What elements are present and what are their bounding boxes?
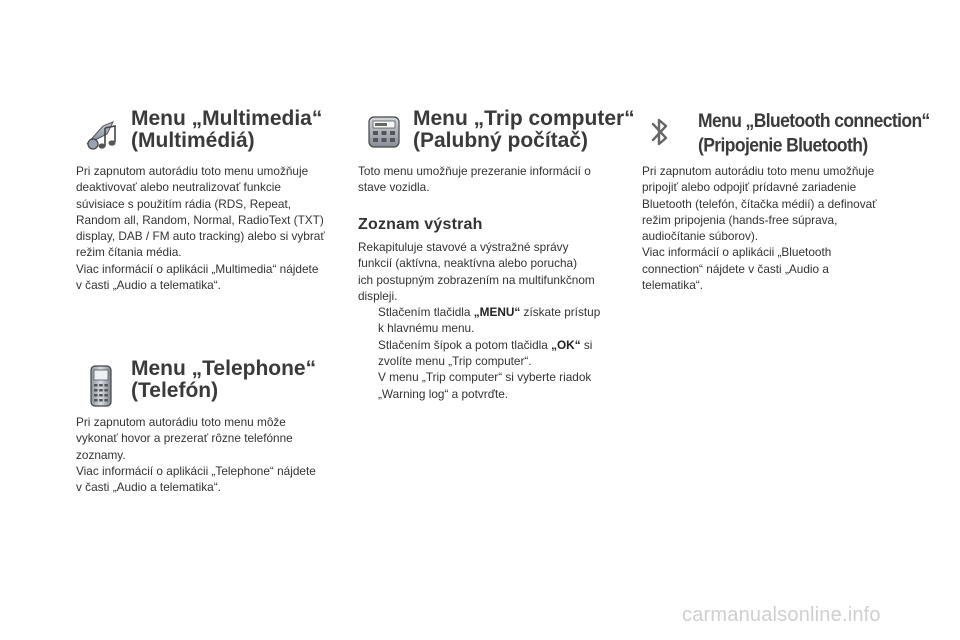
telephone-title-line2: (Telefón) [131,379,219,402]
alerts-line: Rekapituluje stavové a výstražné správy [358,240,569,254]
bluetooth-title-line2: (Pripojenie Bluetooth) [698,133,868,157]
bluetooth-line: audiočítanie súborov). [642,229,759,244]
bullet-line: V menu „Trip computer“ si vyberte riadok [378,370,592,385]
alerts-list-body [358,239,626,402]
multimedia-body [76,163,344,293]
multimedia-line: súvisiace s použitím rádia (RDS, Repeat, [76,196,292,211]
bluetooth-line: telematika“. [642,278,703,293]
trip-computer-icon [366,114,412,164]
bullet-line: k hlavnému menu. [378,321,475,336]
bluetooth-line: connection“ nájdete v časti „Audio a [642,261,829,276]
alerts-line: ich postupným zobrazením na multifunkčnom [358,272,595,287]
alerts-line: displeji. [358,288,398,303]
bullet-text: Stlačením tlačidla [378,305,474,320]
bluetooth-title-line1: Menu „Bluetooth connection“ [698,109,930,132]
mobile-phone-icon [88,364,134,414]
multimedia-title [131,108,344,152]
trip-computer-title-line2: (Palubný počítač) [413,129,589,152]
bluetooth-line: Bluetooth (telefón, čítačka médií) a definovať [642,196,877,211]
telephone-title [131,358,344,402]
bullet-item [358,304,626,337]
trip-computer-intro [358,163,626,196]
multimedia-title-line2: (Multimédiá) [131,129,255,152]
bluetooth-line: Viac informácií o aplikácii „Bluetooth [642,245,832,260]
bluetooth-line: pripojiť alebo odpojiť prídavné zariadenie [642,180,857,195]
bullet-item [358,337,626,370]
ok-key-label: „OK“ [551,337,581,352]
telephone-body [76,414,344,495]
bullet-item [358,369,626,402]
telephone-title-line1: Menu „Telephone“ [131,357,317,380]
bluetooth-title [698,108,930,157]
multimedia-line: Random all, Random, Normal, RadioText (TXT) [76,212,324,227]
bluetooth-icon [648,114,694,164]
telephone-line: Pri zapnutom autorádiu toto menu môže [76,415,286,429]
multimedia-icon [81,114,127,164]
bullet-line: zvolíte menu „Trip computer“. [378,354,532,369]
bluetooth-line: Pri zapnutom autorádiu toto menu umožňuje [642,164,875,178]
multimedia-line: režim čítania média. [76,245,182,260]
trip-intro-line: stave vozidla. [358,180,430,195]
alerts-line: funkcií (aktívna, neaktívna alebo porucha) [358,256,578,271]
bluetooth-header [642,108,930,168]
telephone-line: Viac informácií o aplikácii „Telephone“ nájdete [76,463,316,478]
alerts-list-heading: Zoznam výstrah [358,216,483,233]
trip-computer-title [413,107,635,152]
bluetooth-body [642,163,922,293]
bullet-text: si [580,337,593,352]
trip-computer-header [358,107,635,168]
multimedia-line: deaktivovať alebo neutralizovať funkcie [76,180,281,195]
multimedia-line: Pri zapnutom autorádiu toto menu umožňuje [76,164,309,178]
bluetooth-line: režim pripojenia (hands-free súprava, [642,212,838,227]
multimedia-title-line1: Menu „Multimedia“ [131,107,323,130]
bullet-text: získate prístup [520,305,601,320]
menu-key-label: „MENU“ [473,305,521,320]
telephone-header [76,358,344,418]
telephone-line: zoznamy. [76,447,126,462]
trip-computer-title-line1: Menu „Trip computer“ [413,107,635,130]
watermark: carmanualsonline.info [682,604,881,626]
bullet-line: „Warning log“ a potvrďte. [378,386,509,401]
bullet-line [378,304,626,320]
multimedia-header [76,108,344,168]
multimedia-line: Viac informácií o aplikácii „Multimedia“ nájdete [76,261,319,276]
trip-intro-line: Toto menu umožňuje prezeranie informácií o [358,164,591,178]
bullet-text: Stlačením šípok a potom tlačidla [378,337,552,352]
multimedia-line: v časti „Audio a telematika“. [76,278,221,293]
telephone-line: v časti „Audio a telematika“. [76,480,221,495]
bullet-line [378,337,626,353]
multimedia-line: display, DAB / FM auto tracking) alebo si vybrať [76,229,325,244]
telephone-line: vykonať hovor a prezerať rôzne telefónne [76,431,293,446]
